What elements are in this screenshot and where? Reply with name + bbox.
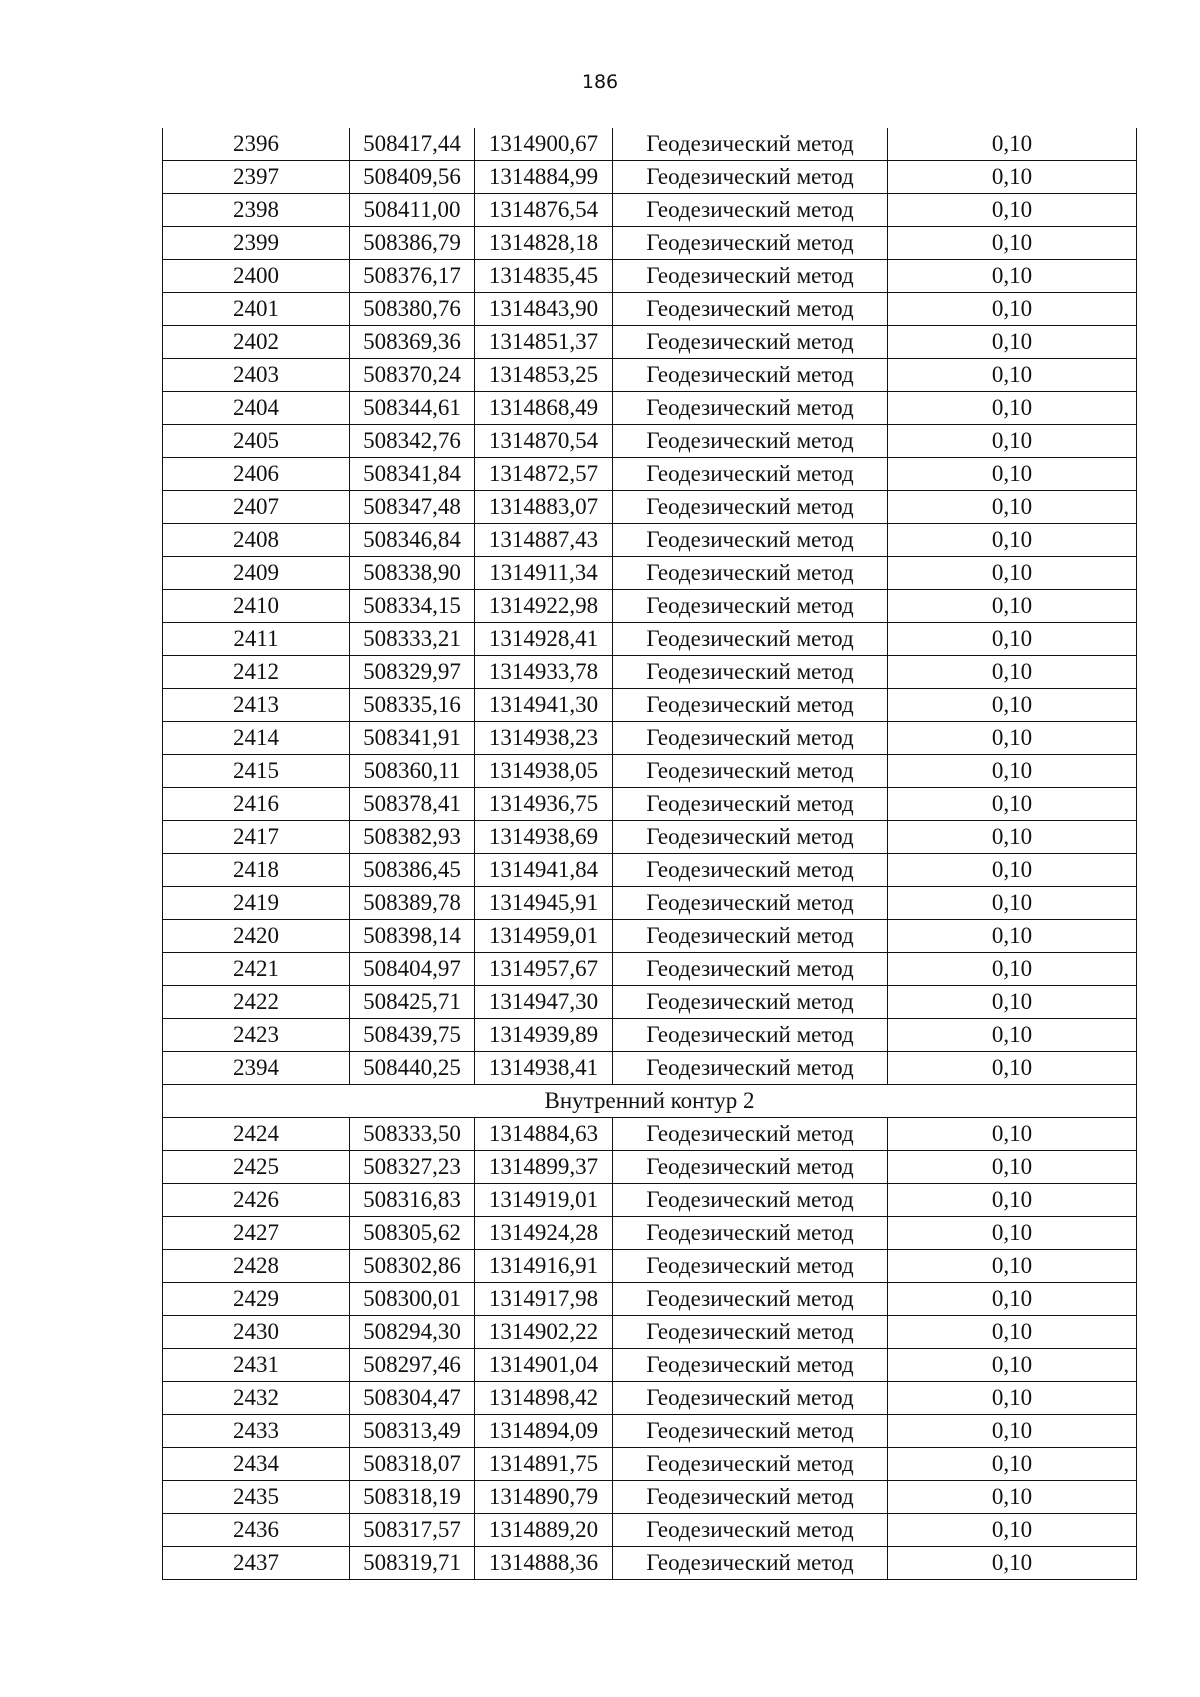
point-number-cell: 2436 [163, 1514, 350, 1547]
table-row [163, 1349, 1137, 1382]
x-coordinate-cell: 508382,93 [350, 821, 475, 854]
point-number-cell: 2432 [163, 1382, 350, 1415]
x-coordinate-cell: 508341,84 [350, 458, 475, 491]
accuracy-cell: 0,10 [888, 1448, 1137, 1481]
accuracy-cell: 0,10 [888, 359, 1137, 392]
y-coordinate-cell: 1314959,01 [475, 920, 613, 953]
x-coordinate-cell: 508360,11 [350, 755, 475, 788]
point-number-cell: 2427 [163, 1217, 350, 1250]
method-cell: Геодезический метод [613, 161, 888, 194]
point-number-cell: 2437 [163, 1547, 350, 1580]
x-coordinate-cell: 508380,76 [350, 293, 475, 326]
y-coordinate-cell: 1314870,54 [475, 425, 613, 458]
point-number-cell: 2425 [163, 1151, 350, 1184]
accuracy-cell: 0,10 [888, 326, 1137, 359]
y-coordinate-cell: 1314899,37 [475, 1151, 613, 1184]
x-coordinate-cell: 508304,47 [350, 1382, 475, 1415]
accuracy-cell: 0,10 [888, 557, 1137, 590]
x-coordinate-cell: 508347,48 [350, 491, 475, 524]
accuracy-cell: 0,10 [888, 755, 1137, 788]
accuracy-cell: 0,10 [888, 1118, 1137, 1151]
x-coordinate-cell: 508370,24 [350, 359, 475, 392]
x-coordinate-cell: 508378,41 [350, 788, 475, 821]
point-number-cell: 2398 [163, 194, 350, 227]
y-coordinate-cell: 1314938,41 [475, 1052, 613, 1085]
section-row [163, 1085, 1137, 1118]
method-cell: Геодезический метод [613, 227, 888, 260]
table-row [163, 227, 1137, 260]
x-coordinate-cell: 508333,50 [350, 1118, 475, 1151]
point-number-cell: 2416 [163, 788, 350, 821]
table-row [163, 821, 1137, 854]
y-coordinate-cell: 1314933,78 [475, 656, 613, 689]
accuracy-cell: 0,10 [888, 623, 1137, 656]
method-cell: Геодезический метод [613, 656, 888, 689]
point-number-cell: 2407 [163, 491, 350, 524]
point-number-cell: 2397 [163, 161, 350, 194]
point-number-cell: 2434 [163, 1448, 350, 1481]
method-cell: Геодезический метод [613, 1250, 888, 1283]
accuracy-cell: 0,10 [888, 986, 1137, 1019]
accuracy-cell: 0,10 [888, 1514, 1137, 1547]
table-row [163, 854, 1137, 887]
accuracy-cell: 0,10 [888, 821, 1137, 854]
table-row [163, 557, 1137, 590]
y-coordinate-cell: 1314941,30 [475, 689, 613, 722]
x-coordinate-cell: 508411,00 [350, 194, 475, 227]
point-number-cell: 2394 [163, 1052, 350, 1085]
accuracy-cell: 0,10 [888, 1184, 1137, 1217]
accuracy-cell: 0,10 [888, 1151, 1137, 1184]
method-cell: Геодезический метод [613, 1184, 888, 1217]
table-row [163, 656, 1137, 689]
method-cell: Геодезический метод [613, 953, 888, 986]
y-coordinate-cell: 1314947,30 [475, 986, 613, 1019]
x-coordinate-cell: 508425,71 [350, 986, 475, 1019]
table-row [163, 920, 1137, 953]
y-coordinate-cell: 1314928,41 [475, 623, 613, 656]
accuracy-cell: 0,10 [888, 689, 1137, 722]
accuracy-cell: 0,10 [888, 491, 1137, 524]
x-coordinate-cell: 508346,84 [350, 524, 475, 557]
table-row [163, 524, 1137, 557]
table-row [163, 590, 1137, 623]
method-cell: Геодезический метод [613, 1217, 888, 1250]
table-row [163, 1481, 1137, 1514]
table-row [163, 1217, 1137, 1250]
method-cell: Геодезический метод [613, 755, 888, 788]
table-row [163, 425, 1137, 458]
point-number-cell: 2415 [163, 755, 350, 788]
accuracy-cell: 0,10 [888, 458, 1137, 491]
table-row [163, 128, 1137, 161]
accuracy-cell: 0,10 [888, 590, 1137, 623]
method-cell: Геодезический метод [613, 1118, 888, 1151]
accuracy-cell: 0,10 [888, 194, 1137, 227]
page-number: 186 [581, 71, 619, 93]
table-row [163, 1514, 1137, 1547]
table-row [163, 161, 1137, 194]
y-coordinate-cell: 1314901,04 [475, 1349, 613, 1382]
accuracy-cell: 0,10 [888, 524, 1137, 557]
method-cell: Геодезический метод [613, 1283, 888, 1316]
point-number-cell: 2421 [163, 953, 350, 986]
table-row [163, 755, 1137, 788]
x-coordinate-cell: 508300,01 [350, 1283, 475, 1316]
accuracy-cell: 0,10 [888, 161, 1137, 194]
y-coordinate-cell: 1314911,34 [475, 557, 613, 590]
point-number-cell: 2411 [163, 623, 350, 656]
point-number-cell: 2429 [163, 1283, 350, 1316]
x-coordinate-cell: 508342,76 [350, 425, 475, 458]
x-coordinate-cell: 508329,97 [350, 656, 475, 689]
method-cell: Геодезический метод [613, 557, 888, 590]
x-coordinate-cell: 508327,23 [350, 1151, 475, 1184]
x-coordinate-cell: 508398,14 [350, 920, 475, 953]
x-coordinate-cell: 508409,56 [350, 161, 475, 194]
x-coordinate-cell: 508318,19 [350, 1481, 475, 1514]
table-row [163, 953, 1137, 986]
y-coordinate-cell: 1314902,22 [475, 1316, 613, 1349]
accuracy-cell: 0,10 [888, 1481, 1137, 1514]
method-cell: Геодезический метод [613, 1448, 888, 1481]
method-cell: Геодезический метод [613, 590, 888, 623]
x-coordinate-cell: 508317,57 [350, 1514, 475, 1547]
method-cell: Геодезический метод [613, 326, 888, 359]
accuracy-cell: 0,10 [888, 854, 1137, 887]
accuracy-cell: 0,10 [888, 128, 1137, 161]
method-cell: Геодезический метод [613, 689, 888, 722]
accuracy-cell: 0,10 [888, 1217, 1137, 1250]
x-coordinate-cell: 508376,17 [350, 260, 475, 293]
y-coordinate-cell: 1314887,43 [475, 524, 613, 557]
table-row [163, 1052, 1137, 1085]
y-coordinate-cell: 1314872,57 [475, 458, 613, 491]
table-row [163, 491, 1137, 524]
y-coordinate-cell: 1314890,79 [475, 1481, 613, 1514]
point-number-cell: 2410 [163, 590, 350, 623]
table-row [163, 887, 1137, 920]
point-number-cell: 2428 [163, 1250, 350, 1283]
point-number-cell: 2426 [163, 1184, 350, 1217]
method-cell: Геодезический метод [613, 1415, 888, 1448]
y-coordinate-cell: 1314941,84 [475, 854, 613, 887]
accuracy-cell: 0,10 [888, 1415, 1137, 1448]
x-coordinate-cell: 508316,83 [350, 1184, 475, 1217]
method-cell: Геодезический метод [613, 1481, 888, 1514]
point-number-cell: 2424 [163, 1118, 350, 1151]
method-cell: Геодезический метод [613, 920, 888, 953]
table-row [163, 260, 1137, 293]
accuracy-cell: 0,10 [888, 887, 1137, 920]
section-title: Внутренний контур 2 [163, 1085, 1137, 1118]
method-cell: Геодезический метод [613, 128, 888, 161]
table-row [163, 359, 1137, 392]
x-coordinate-cell: 508341,91 [350, 722, 475, 755]
y-coordinate-cell: 1314884,63 [475, 1118, 613, 1151]
point-number-cell: 2422 [163, 986, 350, 1019]
x-coordinate-cell: 508338,90 [350, 557, 475, 590]
accuracy-cell: 0,10 [888, 1019, 1137, 1052]
table-row [163, 1316, 1137, 1349]
accuracy-cell: 0,10 [888, 425, 1137, 458]
accuracy-cell: 0,10 [888, 1547, 1137, 1580]
table-row [163, 689, 1137, 722]
point-number-cell: 2430 [163, 1316, 350, 1349]
point-number-cell: 2417 [163, 821, 350, 854]
table-row [163, 623, 1137, 656]
accuracy-cell: 0,10 [888, 656, 1137, 689]
table-row [163, 194, 1137, 227]
x-coordinate-cell: 508369,36 [350, 326, 475, 359]
accuracy-cell: 0,10 [888, 392, 1137, 425]
table-row [163, 392, 1137, 425]
y-coordinate-cell: 1314957,67 [475, 953, 613, 986]
y-coordinate-cell: 1314884,99 [475, 161, 613, 194]
y-coordinate-cell: 1314828,18 [475, 227, 613, 260]
coordinates-table [162, 128, 1137, 1580]
method-cell: Геодезический метод [613, 821, 888, 854]
x-coordinate-cell: 508417,44 [350, 128, 475, 161]
x-coordinate-cell: 508404,97 [350, 953, 475, 986]
table-row [163, 1250, 1137, 1283]
method-cell: Геодезический метод [613, 491, 888, 524]
y-coordinate-cell: 1314922,98 [475, 590, 613, 623]
method-cell: Геодезический метод [613, 293, 888, 326]
method-cell: Геодезический метод [613, 524, 888, 557]
method-cell: Геодезический метод [613, 722, 888, 755]
accuracy-cell: 0,10 [888, 293, 1137, 326]
method-cell: Геодезический метод [613, 854, 888, 887]
table-row [163, 1151, 1137, 1184]
method-cell: Геодезический метод [613, 1514, 888, 1547]
y-coordinate-cell: 1314917,98 [475, 1283, 613, 1316]
x-coordinate-cell: 508344,61 [350, 392, 475, 425]
method-cell: Геодезический метод [613, 1349, 888, 1382]
y-coordinate-cell: 1314868,49 [475, 392, 613, 425]
x-coordinate-cell: 508386,79 [350, 227, 475, 260]
x-coordinate-cell: 508302,86 [350, 1250, 475, 1283]
table-row [163, 1415, 1137, 1448]
x-coordinate-cell: 508297,46 [350, 1349, 475, 1382]
y-coordinate-cell: 1314919,01 [475, 1184, 613, 1217]
y-coordinate-cell: 1314938,69 [475, 821, 613, 854]
accuracy-cell: 0,10 [888, 788, 1137, 821]
point-number-cell: 2408 [163, 524, 350, 557]
table-row [163, 1283, 1137, 1316]
method-cell: Геодезический метод [613, 1052, 888, 1085]
method-cell: Геодезический метод [613, 260, 888, 293]
point-number-cell: 2413 [163, 689, 350, 722]
point-number-cell: 2409 [163, 557, 350, 590]
accuracy-cell: 0,10 [888, 722, 1137, 755]
y-coordinate-cell: 1314876,54 [475, 194, 613, 227]
table-row [163, 788, 1137, 821]
point-number-cell: 2402 [163, 326, 350, 359]
x-coordinate-cell: 508294,30 [350, 1316, 475, 1349]
point-number-cell: 2420 [163, 920, 350, 953]
x-coordinate-cell: 508313,49 [350, 1415, 475, 1448]
point-number-cell: 2423 [163, 1019, 350, 1052]
method-cell: Геодезический метод [613, 887, 888, 920]
table-row [163, 458, 1137, 491]
y-coordinate-cell: 1314945,91 [475, 887, 613, 920]
y-coordinate-cell: 1314939,89 [475, 1019, 613, 1052]
point-number-cell: 2431 [163, 1349, 350, 1382]
y-coordinate-cell: 1314843,90 [475, 293, 613, 326]
y-coordinate-cell: 1314898,42 [475, 1382, 613, 1415]
x-coordinate-cell: 508440,25 [350, 1052, 475, 1085]
y-coordinate-cell: 1314936,75 [475, 788, 613, 821]
y-coordinate-cell: 1314916,91 [475, 1250, 613, 1283]
x-coordinate-cell: 508318,07 [350, 1448, 475, 1481]
point-number-cell: 2419 [163, 887, 350, 920]
x-coordinate-cell: 508386,45 [350, 854, 475, 887]
y-coordinate-cell: 1314924,28 [475, 1217, 613, 1250]
point-number-cell: 2406 [163, 458, 350, 491]
method-cell: Геодезический метод [613, 194, 888, 227]
y-coordinate-cell: 1314851,37 [475, 326, 613, 359]
point-number-cell: 2400 [163, 260, 350, 293]
point-number-cell: 2412 [163, 656, 350, 689]
method-cell: Геодезический метод [613, 359, 888, 392]
method-cell: Геодезический метод [613, 425, 888, 458]
point-number-cell: 2433 [163, 1415, 350, 1448]
method-cell: Геодезический метод [613, 1019, 888, 1052]
table-row [163, 1184, 1137, 1217]
point-number-cell: 2418 [163, 854, 350, 887]
method-cell: Геодезический метод [613, 623, 888, 656]
accuracy-cell: 0,10 [888, 1052, 1137, 1085]
point-number-cell: 2405 [163, 425, 350, 458]
table-row [163, 1019, 1137, 1052]
x-coordinate-cell: 508319,71 [350, 1547, 475, 1580]
table-row [163, 326, 1137, 359]
y-coordinate-cell: 1314853,25 [475, 359, 613, 392]
point-number-cell: 2396 [163, 128, 350, 161]
y-coordinate-cell: 1314835,45 [475, 260, 613, 293]
accuracy-cell: 0,10 [888, 1382, 1137, 1415]
point-number-cell: 2403 [163, 359, 350, 392]
y-coordinate-cell: 1314938,23 [475, 722, 613, 755]
method-cell: Геодезический метод [613, 1316, 888, 1349]
y-coordinate-cell: 1314889,20 [475, 1514, 613, 1547]
x-coordinate-cell: 508389,78 [350, 887, 475, 920]
point-number-cell: 2404 [163, 392, 350, 425]
y-coordinate-cell: 1314891,75 [475, 1448, 613, 1481]
table-row [163, 1448, 1137, 1481]
coordinates-table-body [163, 128, 1137, 1580]
table-row [163, 1118, 1137, 1151]
table-row [163, 1382, 1137, 1415]
accuracy-cell: 0,10 [888, 1349, 1137, 1382]
accuracy-cell: 0,10 [888, 1250, 1137, 1283]
method-cell: Геодезический метод [613, 788, 888, 821]
accuracy-cell: 0,10 [888, 1283, 1137, 1316]
method-cell: Геодезический метод [613, 458, 888, 491]
y-coordinate-cell: 1314894,09 [475, 1415, 613, 1448]
y-coordinate-cell: 1314888,36 [475, 1547, 613, 1580]
accuracy-cell: 0,10 [888, 920, 1137, 953]
table-row [163, 293, 1137, 326]
x-coordinate-cell: 508305,62 [350, 1217, 475, 1250]
accuracy-cell: 0,10 [888, 953, 1137, 986]
x-coordinate-cell: 508334,15 [350, 590, 475, 623]
x-coordinate-cell: 508333,21 [350, 623, 475, 656]
accuracy-cell: 0,10 [888, 260, 1137, 293]
y-coordinate-cell: 1314883,07 [475, 491, 613, 524]
table-row [163, 722, 1137, 755]
x-coordinate-cell: 508335,16 [350, 689, 475, 722]
y-coordinate-cell: 1314900,67 [475, 128, 613, 161]
accuracy-cell: 0,10 [888, 1316, 1137, 1349]
table-row [163, 1547, 1137, 1580]
y-coordinate-cell: 1314938,05 [475, 755, 613, 788]
point-number-cell: 2435 [163, 1481, 350, 1514]
method-cell: Геодезический метод [613, 392, 888, 425]
method-cell: Геодезический метод [613, 986, 888, 1019]
table-row [163, 986, 1137, 1019]
method-cell: Геодезический метод [613, 1151, 888, 1184]
method-cell: Геодезический метод [613, 1547, 888, 1580]
point-number-cell: 2401 [163, 293, 350, 326]
accuracy-cell: 0,10 [888, 227, 1137, 260]
method-cell: Геодезический метод [613, 1382, 888, 1415]
point-number-cell: 2414 [163, 722, 350, 755]
point-number-cell: 2399 [163, 227, 350, 260]
x-coordinate-cell: 508439,75 [350, 1019, 475, 1052]
